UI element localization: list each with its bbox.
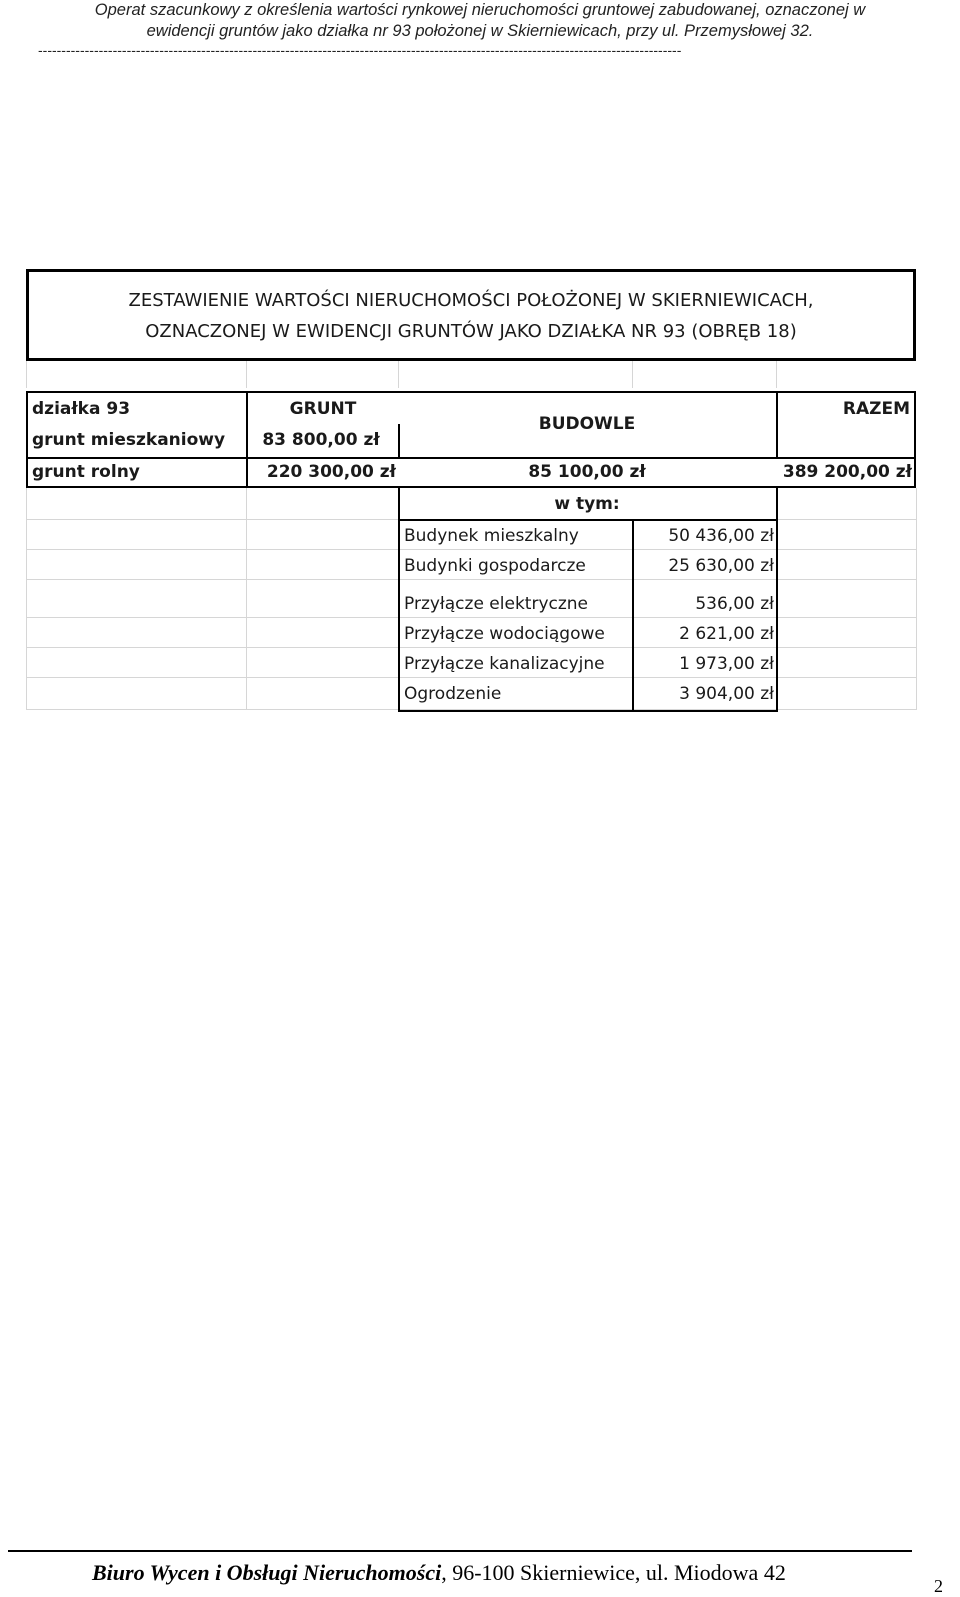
- item-label: Przyłącze kanalizacyjne: [404, 654, 605, 674]
- razem-total-value: 389 200,00 zł: [782, 462, 912, 482]
- grunt-header: GRUNT: [289, 399, 357, 419]
- parcel-label: działka 93: [32, 399, 131, 419]
- footer-text: [92, 1560, 786, 1586]
- item-label: Przyłącze wodociągowe: [404, 624, 605, 644]
- grunt-mieszkaniowy-label: grunt mieszkaniowy: [32, 430, 226, 450]
- grunt-mieszkaniowy-value: 83 800,00 zł: [262, 430, 380, 450]
- document-header: [0, 0, 960, 42]
- item-label: Ogrodzenie: [404, 684, 502, 704]
- header-line-2: ewidencji gruntów jako działka nr 93 położonej w Skierniewicach, przy ul. Przemysłowej 32.: [146, 22, 814, 40]
- title-line-2: OZNACZONEJ W EWIDENCJI GRUNTÓW JAKO DZIAŁKA NR 93 (OBRĘB 18): [145, 321, 797, 342]
- title-line-1: ZESTAWIENIE WARTOŚCI NIERUCHOMOŚCI POŁOŻONEJ W SKIERNIEWICACH,: [128, 290, 814, 311]
- footer-address: , 96-100 Skierniewice, ul. Miodowa 42: [441, 1560, 786, 1585]
- header-separator: ------------------------------------------------------------------------------------------------------------------------------------------: [38, 42, 682, 58]
- item-value: 50 436,00 zł: [668, 526, 774, 546]
- razem-header: RAZEM: [842, 399, 910, 419]
- summary-title-box: [26, 269, 916, 361]
- item-value: 25 630,00 zł: [668, 556, 774, 576]
- item-value: 3 904,00 zł: [679, 684, 774, 704]
- item-label: Budynek mieszkalny: [404, 526, 579, 546]
- header-line-1: Operat szacunkowy z określenia wartości rynkowej nieruchomości gruntowej zabudowanej, oznaczonej w: [94, 1, 866, 19]
- footer-rule: [8, 1550, 912, 1552]
- page-number: 2: [934, 1576, 943, 1596]
- item-value: 1 973,00 zł: [679, 654, 774, 674]
- footer-company: Biuro Wycen i Obsługi Nieruchomości: [92, 1560, 442, 1585]
- item-label: Budynki gospodarcze: [404, 556, 586, 576]
- grunt-rolny-value: 220 300,00 zł: [266, 462, 396, 482]
- w-tym-label: w tym:: [554, 494, 620, 514]
- grunt-rolny-label: grunt rolny: [32, 462, 140, 482]
- item-value: 536,00 zł: [695, 594, 774, 614]
- budowle-header: BUDOWLE: [538, 414, 636, 434]
- budowle-total-value: 85 100,00 zł: [528, 462, 646, 482]
- item-value: 2 621,00 zł: [679, 624, 774, 644]
- item-label: Przyłącze elektryczne: [404, 594, 589, 614]
